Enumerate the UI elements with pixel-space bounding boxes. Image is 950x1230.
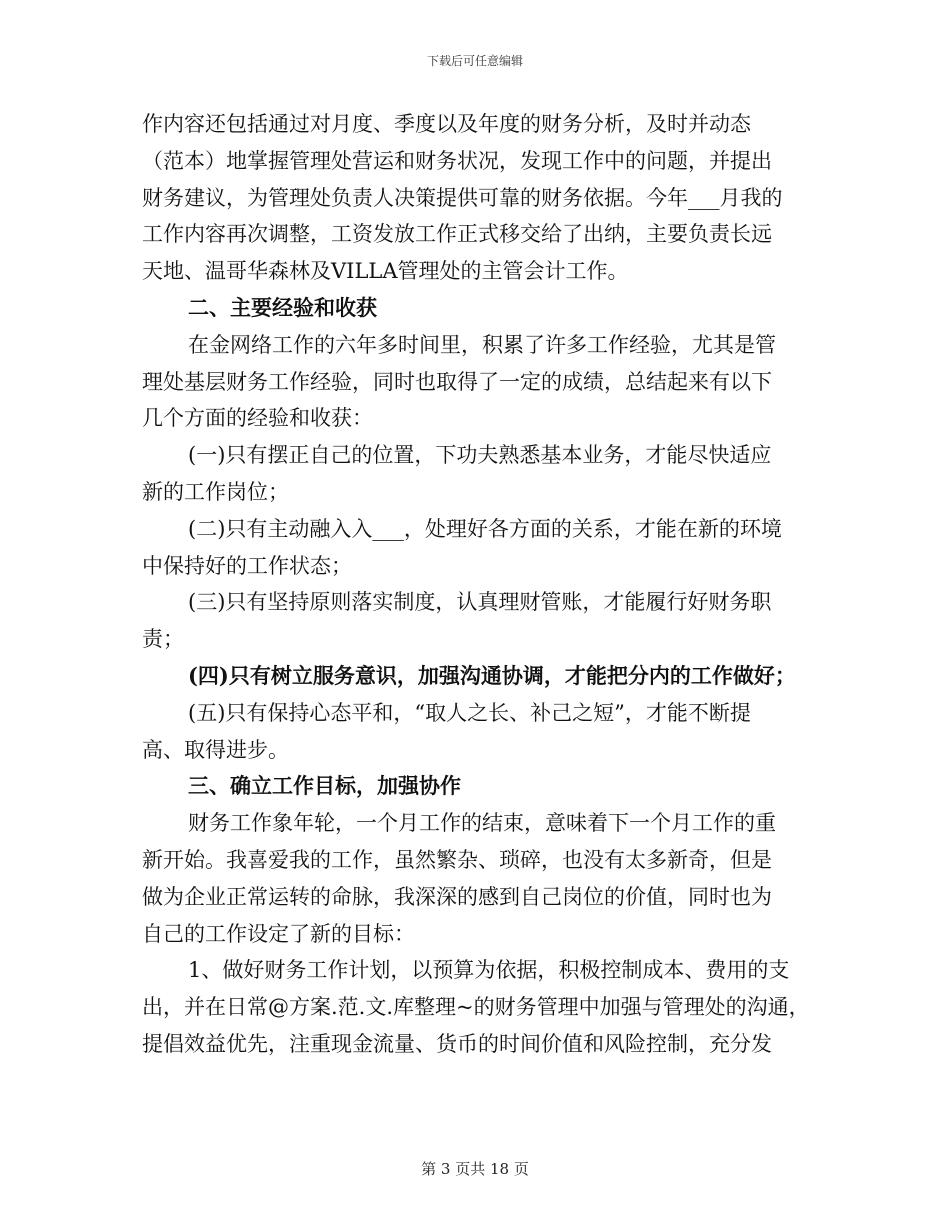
paragraph-line: 工作内容再次调整，工资发放工作正式移交给了出纳，主要负责长远 bbox=[142, 222, 772, 247]
list-item-line: 新的工作岗位； bbox=[142, 479, 289, 504]
paragraph-line: 理处基层财务工作经验，同时也取得了一定的成绩，总结起来有以下 bbox=[142, 369, 772, 394]
paragraph-line: （范本）地掌握管理处营运和财务状况，发现工作中的问题，并提出 bbox=[142, 148, 772, 173]
paragraph-line: 几个方面的经验和收获： bbox=[142, 406, 373, 431]
section-heading: 三、确立工作目标，加强协作 bbox=[188, 773, 461, 799]
paragraph-line: 提倡效益优先，注重现金流量、货币的时间价值和风险控制，充分发 bbox=[142, 1031, 772, 1056]
list-item-line: (二)只有主动融入入___，处理好各方面的关系，才能在新的环境 bbox=[188, 516, 782, 541]
paragraph-line: 作内容还包括通过对月度、季度以及年度的财务分析，及时并动态 bbox=[142, 112, 751, 136]
paragraph-line: 财务建议，为管理处负责人决策提供可靠的财务依据。今年___月我的 bbox=[142, 185, 783, 210]
paragraph-line: 在金网络工作的六年多时间里，积累了许多工作经验，尤其是管 bbox=[188, 332, 776, 357]
list-item-line: (三)只有坚持原则落实制度，认真理财管账，才能履行好财务职 bbox=[188, 590, 772, 615]
list-item-line: (一)只有摆正自己的位置，下功夫熟悉基本业务，才能尽快适应 bbox=[188, 443, 772, 468]
list-item-line: 高、取得进步。 bbox=[142, 737, 289, 762]
document-body bbox=[142, 106, 822, 1063]
list-item-line: (五)只有保持心态平和，“取人之长、补己之短”，才能不断提 bbox=[188, 700, 751, 725]
paragraph-line: 自己的工作设定了新的目标： bbox=[142, 921, 415, 946]
list-item-line: 中保持好的工作状态； bbox=[142, 553, 352, 578]
paragraph-line: 天地、温哥华森林及VILLA管理处的主管会计工作。 bbox=[142, 259, 629, 284]
section-heading: 二、主要经验和收获 bbox=[188, 294, 377, 320]
paragraph-line: 财务工作象年轮，一个月工作的结束，意味着下一个月工作的重 bbox=[188, 811, 776, 836]
paragraph-line: 做为企业正常运转的命脉，我深深的感到自己岗位的价值，同时也为 bbox=[142, 884, 772, 909]
paragraph-line: 出，并在日常@方案.范.文.库整理~的财务管理中加强与管理处的沟通， bbox=[142, 995, 810, 1020]
list-item-line-bold: (四)只有树立服务意识，加强沟通协调，才能把分内的工作做好； bbox=[188, 662, 796, 688]
paragraph-line: 新开始。我喜爱我的工作，虽然繁杂、琐碎，也没有太多新奇，但是 bbox=[142, 847, 772, 872]
list-item-line: 责； bbox=[142, 627, 184, 652]
page-footer: 第 3 页共 18 页 bbox=[421, 1160, 529, 1178]
page-header: 下载后可任意编辑 bbox=[426, 54, 523, 68]
paragraph-line: 1、做好财务工作计划，以预算为依据，积极控制成本、费用的支 bbox=[188, 958, 790, 983]
